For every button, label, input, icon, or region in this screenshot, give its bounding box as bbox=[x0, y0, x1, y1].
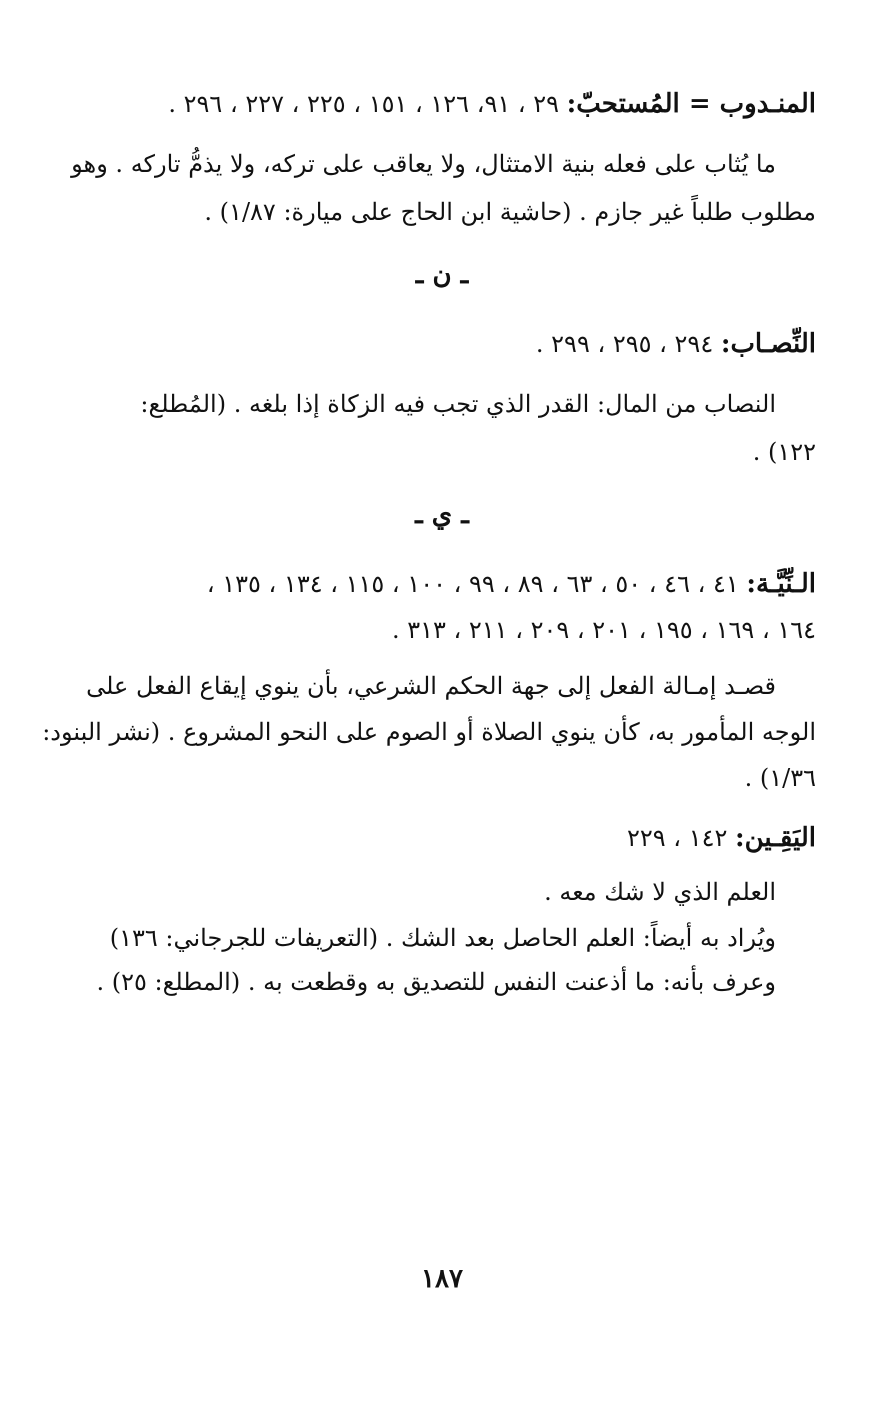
entry-refs: ٤١ ، ٤٦ ، ٥٠ ، ٦٣ ، ٨٩ ، ٩٩ ، ١٠٠ ، ١١٥ ، ١٣٤ ، ١٣٥ ، bbox=[206, 570, 739, 598]
entry-definition-line: ١/٣٦) . bbox=[744, 764, 816, 792]
entry-nisab-header bbox=[116, 328, 816, 360]
entry-yaqin-header bbox=[116, 822, 816, 854]
entry-mandub-header bbox=[116, 88, 816, 120]
entry-definition-line: الوجه المأمور به، كأن ينوي الصلاة أو الصوم على النحو المشروع . (نشر البنود: bbox=[42, 718, 816, 746]
page-number: ١٨٧ bbox=[421, 1264, 463, 1294]
entry-refs-continued: ١٦٤ ، ١٦٩ ، ١٩٥ ، ٢٠١ ، ٢٠٩ ، ٢١١ ، ٣١٣ . bbox=[391, 616, 816, 644]
entry-refs: ١٤٢ ، ٢٢٩ bbox=[627, 824, 728, 852]
entry-definition-line: العلم الذي لا شك معه . bbox=[544, 878, 776, 906]
entry-definition-line: وعرف بأنه: ما أذعنت النفس للتصديق به وقطعت به . (المطلع: ٢٥) . bbox=[96, 968, 776, 996]
entry-term: النِّصـاب: bbox=[720, 329, 816, 359]
entry-definition-line: مطلوب طلباً غير جازم . (حاشية ابن الحاج على ميارة: ١/٨٧) . bbox=[204, 198, 816, 226]
entry-definition-line: ما يُثاب على فعله بنية الامتثال، ولا يعاقب على تركه، ولا يذمُّ تاركه . وهو bbox=[71, 150, 776, 178]
entry-refs: ٢٩ ، ٩١، ١٢٦ ، ١٥١ ، ٢٢٥ ، ٢٢٧ ، ٢٩٦ . bbox=[168, 90, 560, 118]
letter-heading: ـ ي ـ bbox=[415, 500, 469, 530]
entry-term: المنـدوب = المُستحبّ: bbox=[566, 89, 816, 119]
entry-definition-line: النصاب من المال: القدر الذي تجب فيه الزكاة إذا بلغه . (المُطلع: bbox=[140, 390, 776, 418]
entry-definition-line: قصـد إمـالة الفعل إلى جهة الحكم الشرعي، بأن ينوي إيقاع الفعل على bbox=[86, 672, 776, 700]
entry-refs: ٢٩٤ ، ٢٩٥ ، ٢٩٩ . bbox=[535, 330, 714, 358]
entry-definition-line: ١٢٢) . bbox=[752, 438, 816, 466]
letter-heading: ـ ن ـ bbox=[415, 260, 469, 290]
entry-definition-line: ويُراد به أيضاً: العلم الحاصل بعد الشك . (التعريفات للجرجاني: ١٣٦) bbox=[109, 924, 776, 952]
entry-term: اليَقِـين: bbox=[735, 823, 816, 853]
entry-term: الـنِّيَّـة: bbox=[746, 569, 816, 599]
entry-niyya-header bbox=[116, 568, 816, 600]
